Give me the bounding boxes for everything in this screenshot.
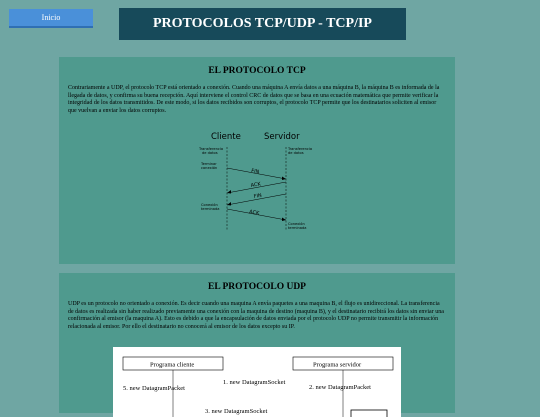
ack-arrowhead-2 (282, 218, 286, 222)
udp-step-3: 3. new DatagramSocket (205, 408, 268, 415)
terminada-label-2: terminada (201, 207, 220, 211)
fin-arrowhead-1 (282, 177, 286, 181)
udp-step-2: 2. new DatagramPacket (309, 384, 371, 391)
udp-step-5: 5. new DatagramPacket (123, 385, 185, 392)
terminada-label-1: Conexión (201, 203, 218, 207)
server-transfer-label-1: Transferencia (288, 147, 313, 151)
udp-server-label: Programa servidor (313, 361, 362, 369)
server-transfer-label-2: de datos (288, 151, 304, 155)
udp-client-label: Programa cliente (150, 361, 195, 369)
terminar-label-2: conexión (201, 166, 218, 170)
terminar-label-1: Terminar (201, 162, 217, 166)
server-terminada-label-1: Conexión (288, 222, 305, 226)
server-terminada-label-2: terminada (288, 226, 307, 230)
tcp-description: Contrariamente a UDP, el protocolo TCP está orientado a conexión. Cuando una máquina A envía datos a una máquina B, la máquina B es informada de la llegada de datos, y confirma su buena recepción. Aquí interviene el control CRC de datos que se basa en una ecuación matemática que permite verificar la integridad de los datos transmitidos. De este modo, si los datos recibidos son corruptos, el protocolo TCP permite que los destinatarios soliciten al emisor que vuelvan a enviar los datos corruptos. (68, 85, 440, 114)
diagram-client-label: Cliente (211, 132, 241, 142)
tcp-section (59, 57, 455, 264)
client-transfer-label-1: Transferencia (199, 147, 224, 151)
fin-arrowhead-2 (227, 202, 231, 206)
udp-section (59, 273, 455, 413)
tcp-termination-diagram (199, 131, 319, 231)
diagram-server-label: Servidor (264, 132, 300, 142)
server-socket-box (351, 410, 387, 417)
tcp-title: EL PROTOCOLO TCP (208, 66, 306, 76)
udp-datagram-diagram (113, 347, 401, 417)
page-title: PROTOCOLOS TCP/UDP - TCP/IP (119, 8, 406, 40)
msg-ack-2: ACK (248, 209, 260, 217)
udp-step-1: 1. new DatagramSocket (223, 379, 286, 386)
msg-fin-1: FIN (250, 168, 260, 176)
ack-arrowhead-1 (227, 190, 231, 194)
msg-fin-2: FIN (253, 192, 263, 200)
udp-title: EL PROTOCOLO UDP (207, 282, 306, 292)
inicio-button[interactable]: Inicio (9, 9, 93, 28)
client-transfer-label-2: de datos (202, 151, 218, 155)
msg-ack-1: ACK (250, 181, 262, 189)
udp-description: UDP es un protocolo no orientado a conexión. Es decir cuando una maquina A envía paquetes a una maquina B, el flujo es unidireccional. La transferencia de datos es realizada sin haber realizado previamente una conexión con la maquina de destino (maquina B), y el destinatario recibirá los datos sin enviar una confirmación al emisor (la maquina A). Esto es debido a que la encapsulación de datos enviada por el protocolo UDP no permite transmitir la información relacionada al emisor. Por ello el destinatario no conocerá al emisor de los datos excepto su IP. (68, 301, 444, 330)
